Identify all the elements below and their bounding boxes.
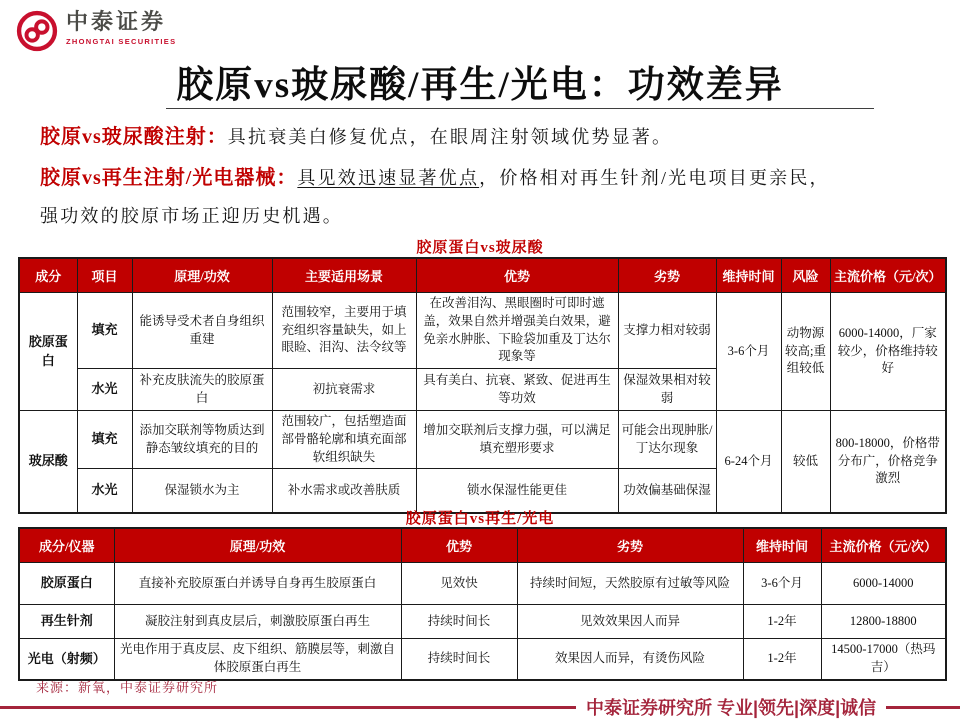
table-row [19,411,946,469]
cell-scene: 初抗衰需求 [272,369,416,411]
intro-p2-body: ，价格相对再生针剂/光电项目更亲民， [479,168,830,188]
cell-price: 14500-17000（热玛吉） [821,639,946,680]
footer-band [0,694,960,720]
table-collagen-vs-regen-optoelectronic [18,527,947,681]
table2-header-component: 成分/仪器 [19,528,114,563]
table-row [19,293,946,369]
page-title: 胶原vs玻尿酸/再生/光电：功效差异 [176,65,784,106]
cell-pros: 持续时间长 [401,605,517,639]
cell-item: 填充 [77,411,132,469]
cell-risk: 动物源较高;重组较低 [781,293,830,411]
cell-price: 6000-14000，厂家较少，价格维持较好 [830,293,946,411]
zhongtai-logo-icon [16,10,58,52]
footer-rule-right [886,706,960,709]
cell-duration: 6-24个月 [716,411,781,513]
footer-rule-left [0,706,576,709]
cell-duration: 3-6个月 [743,563,821,605]
cell-pros: 增加交联剂后支撑力强，可以满足填充塑形要求 [416,411,618,469]
table1-header-price: 主流价格（元/次） [830,258,946,293]
cell-name: 光电（射频） [19,639,114,680]
cell-principle: 保湿锁水为主 [132,469,272,513]
cell-scene: 范围较窄，主要用于填充组织容量缺失，如上眼睑、泪沟、法令纹等 [272,293,416,369]
cell-pros: 见效快 [401,563,517,605]
cell-principle: 直接补充胶原蛋白并诱导自身再生胶原蛋白 [114,563,401,605]
table2-title: 胶原蛋白vs再生/光电 [405,511,555,527]
intro-p1-lead: 胶原vs玻尿酸注射： [40,126,228,148]
logo-en-name: ZHONGTAI SECURITIES [66,37,177,47]
cell-cons: 可能会出现肿胀/丁达尔现象 [618,411,716,469]
title-underline-rule [166,108,874,109]
intro-p1-body: 具抗衰美白修复优点，在眼周注射领域优势显著。 [227,127,673,147]
table1-header-item: 项目 [77,258,132,293]
intro-paragraph-1 [40,121,932,154]
cell-name: 胶原蛋白 [19,563,114,605]
table2-header-row [19,528,946,563]
cell-pros: 在改善泪沟、黑眼圈时可即时遮盖，效果自然并增强美白效果，避免亲水肿胀、下睑袋加重及丁达尔现象等 [416,293,618,369]
cell-cons: 支撑力相对较弱 [618,293,716,369]
cell-price: 12800-18800 [821,605,946,639]
table1-header-row [19,258,946,293]
cell-duration: 1-2年 [743,639,821,680]
cell-name: 再生针剂 [19,605,114,639]
cell-principle: 补充皮肤流失的胶原蛋白 [132,369,272,411]
cell-risk: 较低 [781,411,830,513]
cell-item: 水光 [77,369,132,411]
intro-p2-underlined: 具见效迅速显著优点 [297,168,480,188]
table1-header-component: 成分 [19,258,77,293]
cell-item: 水光 [77,469,132,513]
cell-component-ha: 玻尿酸 [19,411,77,513]
cell-cons: 保湿效果相对较弱 [618,369,716,411]
table-row [19,605,946,639]
cell-price: 6000-14000 [821,563,946,605]
cell-item: 填充 [77,293,132,369]
table-row [19,639,946,680]
cell-principle: 添加交联剂等物质达到静态皱纹填充的目的 [132,411,272,469]
intro-p2-lead: 胶原vs再生注射/光电器械： [40,167,298,189]
table2-header-pros: 优势 [401,528,517,563]
cell-scene: 补水需求或改善肤质 [272,469,416,513]
table1-header-principle: 原理/功效 [132,258,272,293]
table-row [19,563,946,605]
cell-principle: 能诱导受术者自身组织重建 [132,293,272,369]
table-collagen-vs-ha [18,257,947,514]
intro-paragraph-2 [40,162,932,232]
source-note: 来源：新氧，中泰证券研究所 [36,680,219,695]
cell-component-collagen: 胶原蛋白 [19,293,77,411]
table2-header-price: 主流价格（元/次） [821,528,946,563]
zhongtai-logo [16,10,176,52]
cell-principle: 凝胶注射到真皮层后，刺激胶原蛋白再生 [114,605,401,639]
table1-header-risk: 风险 [781,258,830,293]
table1-title: 胶原蛋白vs玻尿酸 [416,240,544,256]
table1-header-duration: 维持时间 [716,258,781,293]
intro-section [40,121,932,232]
cell-cons: 持续时间短，天然胶原有过敏等风险 [517,563,743,605]
cell-pros: 持续时间长 [401,639,517,680]
logo-text [66,10,176,46]
table2-header-cons: 劣势 [517,528,743,563]
footer-slogan: 中泰证券研究所 专业|领先|深度|诚信 [586,698,877,718]
cell-duration: 1-2年 [743,605,821,639]
table2-header-principle: 原理/功效 [114,528,401,563]
cell-scene: 范围较广，包括塑造面部骨骼轮廓和填充面部软组织缺失 [272,411,416,469]
cell-principle: 光电作用于真皮层、皮下组织、筋膜层等，刺激自体胶原蛋白再生 [114,639,401,680]
cell-cons: 功效偏基础保湿 [618,469,716,513]
logo-cn-name: 中泰证券 [66,9,167,34]
table1-header-scene: 主要适用场景 [272,258,416,293]
cell-duration: 3-6个月 [716,293,781,411]
cell-pros: 具有美白、抗衰、紧致、促进再生等功效 [416,369,618,411]
cell-cons: 见效效果因人而异 [517,605,743,639]
intro-p2-line2: 强功效的胶原市场正迎历史机遇。 [40,206,343,226]
table1-header-pros: 优势 [416,258,618,293]
table2-header-duration: 维持时间 [743,528,821,563]
cell-cons: 效果因人而异，有烫伤风险 [517,639,743,680]
cell-price: 800-18000，价格带分布广，价格竞争激烈 [830,411,946,513]
cell-pros: 锁水保湿性能更佳 [416,469,618,513]
table1-header-cons: 劣势 [618,258,716,293]
